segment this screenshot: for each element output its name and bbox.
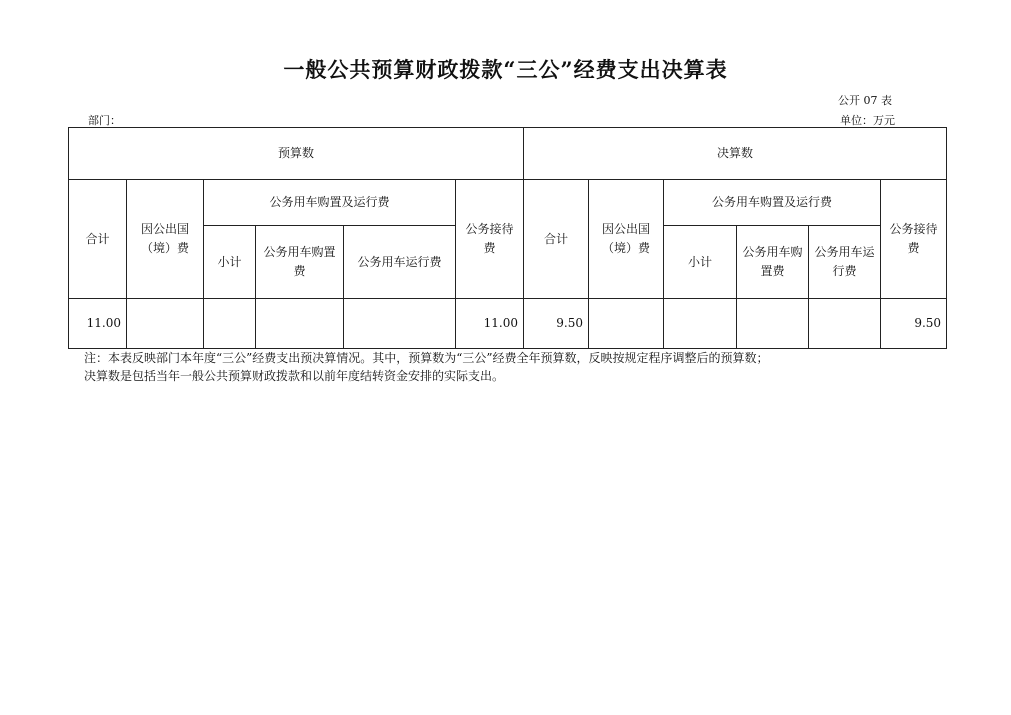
actual-vehicle-header: 公务用车购置及运行费: [664, 180, 881, 226]
budget-vehicle-header: 公务用车购置及运行费: [204, 180, 456, 226]
budget-operation-header: 公务用车运行费: [344, 226, 456, 299]
actual-subtotal-header: 小计: [664, 226, 737, 299]
budget-subtotal-header: 小计: [204, 226, 256, 299]
budget-subtotal-value: [204, 299, 256, 349]
budget-reception-header: 公务接待费: [456, 180, 524, 299]
budget-operation-value: [344, 299, 456, 349]
budget-abroad-header: 因公出国（境）费: [127, 180, 204, 299]
actual-purchase-value: [737, 299, 809, 349]
page-title: 一般公共预算财政拨款“三公”经费支出决算表: [283, 57, 728, 82]
table-row: [69, 299, 947, 349]
actual-total-value: 9.50: [524, 299, 589, 349]
actual-subtotal-value: [664, 299, 737, 349]
actual-total-header: 合计: [524, 180, 589, 299]
actual-abroad-value: [589, 299, 664, 349]
note-line-1: 注：本表反映部门本年度“三公”经费支出预决算情况。其中，预算数为“三公”经费全年预算数，反映按规定程序调整后的预算数；: [84, 351, 769, 365]
actual-operation-header: 公务用车运行费: [809, 226, 881, 299]
budget-reception-value: 11.00: [456, 299, 524, 349]
actual-reception-header: 公务接待费: [881, 180, 947, 299]
budget-abroad-value: [127, 299, 204, 349]
unit-label: 单位：万元: [840, 114, 895, 127]
budget-total-value: 11.00: [69, 299, 127, 349]
budget-group-header: 预算数: [69, 128, 524, 180]
form-number: 公开 07 表: [838, 94, 892, 107]
actual-abroad-header: 因公出国（境）费: [589, 180, 664, 299]
actual-purchase-header: 公务用车购置费: [737, 226, 809, 299]
department-label: 部门：: [88, 114, 121, 127]
table-note: [84, 349, 944, 385]
budget-purchase-header: 公务用车购置费: [256, 226, 344, 299]
note-line-2: 决算数是包括当年一般公共预算财政拨款和以前年度结转资金安排的实际支出。: [84, 369, 505, 383]
budget-purchase-value: [256, 299, 344, 349]
budget-total-header: 合计: [69, 180, 127, 299]
actual-group-header: 决算数: [524, 128, 947, 180]
actual-operation-value: [809, 299, 881, 349]
actual-reception-value: 9.50: [881, 299, 947, 349]
three-public-expense-table: [68, 127, 947, 349]
